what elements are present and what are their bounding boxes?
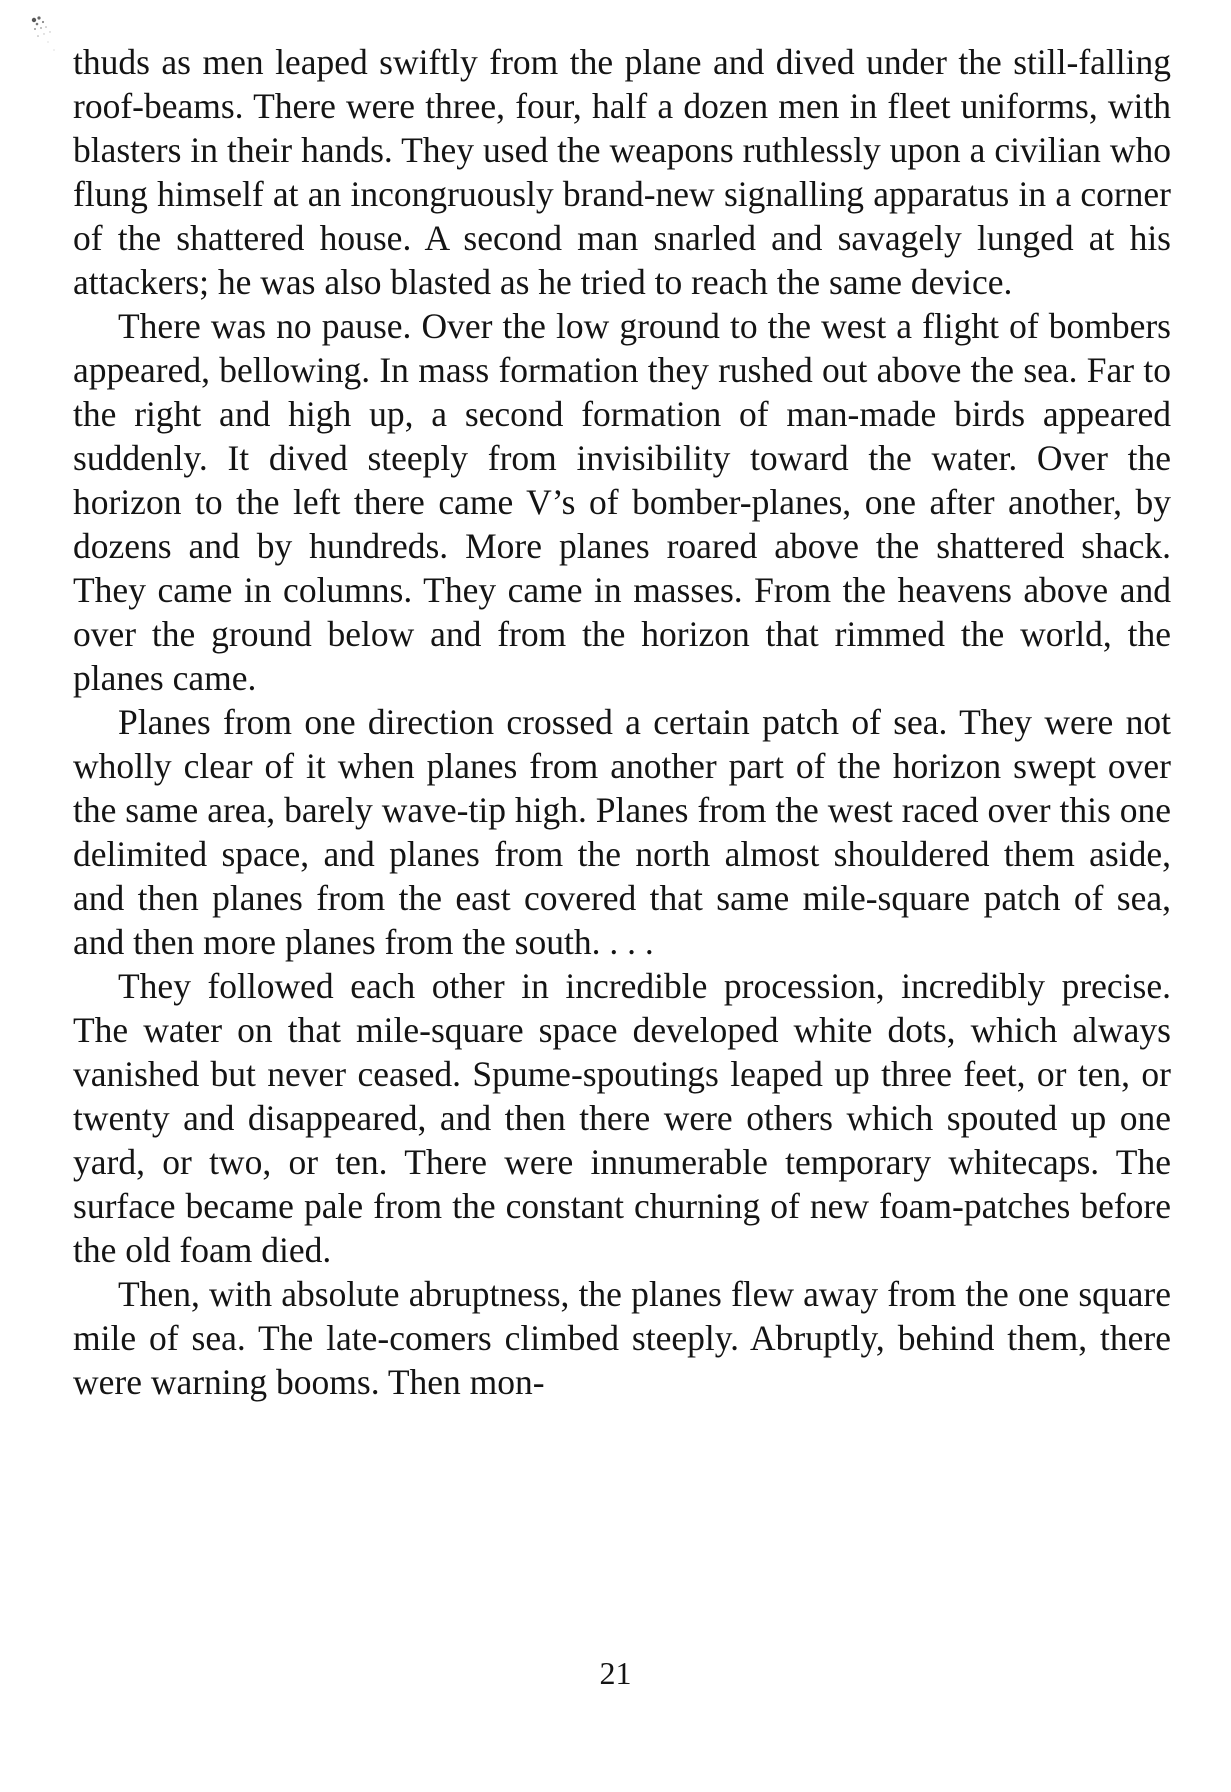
paragraph-3: Planes from one direction crossed a certain patch of sea. They were not wholly clear of it when planes from another part of the horizon swept over the same area, barely wave-tip high. Planes from the west raced over this one delimited space, and planes from the north almost shouldered them aside, and then planes from the east covered that same mile-square patch of sea, and then more planes from the south. . . .: [73, 702, 1171, 962]
paragraph-5: Then, with absolute abruptness, the planes flew away from the one square mile of sea. The late-comers climbed steeply. Abruptly, behind them, there were warning booms. Then mon-: [73, 1274, 1171, 1402]
scan-speck-mark: [30, 14, 62, 74]
paragraph-1: thuds as men leaped swiftly from the plane and dived under the still-falling roof-beams. There were three, four, half a dozen men in fleet uniforms, with blasters in their hands. They used the weapons ruthlessly upon a civilian who flung himself at an incongruously brand-new signalling apparatus in a corner of the shattered house. A second man snarled and savagely lunged at his attackers; he was also blasted as he tried to reach the same device.: [73, 42, 1171, 302]
page-number: 21: [599, 1655, 632, 1691]
paragraph-2: There was no pause. Over the low ground to the west a flight of bombers appeared, bellowing. In mass formation they rushed out above the sea. Far to the right and high up, a second formation of man-made birds appeared suddenly. It dived steeply from invisibility toward the water. Over the horizon to the left there came V’s of bomber-planes, one after another, by dozens and by hundreds. More planes roared above the shattered shack. They came in columns. They came in masses. From the heavens above and over the ground below and from the horizon that rimmed the world, the planes came.: [73, 306, 1171, 698]
body-text: [73, 40, 1171, 1404]
paragraph-4: They followed each other in incredible procession, incredibly precise. The water on that mile-square space developed white dots, which always vanished but never ceased. Spume-spoutings leaped up three feet, or ten, or twenty and disappeared, and then there were others which spouted up one yard, or two, or ten. There were innumerable temporary whitecaps. The surface became pale from the constant churning of new foam-patches before the old foam died.: [73, 966, 1171, 1270]
